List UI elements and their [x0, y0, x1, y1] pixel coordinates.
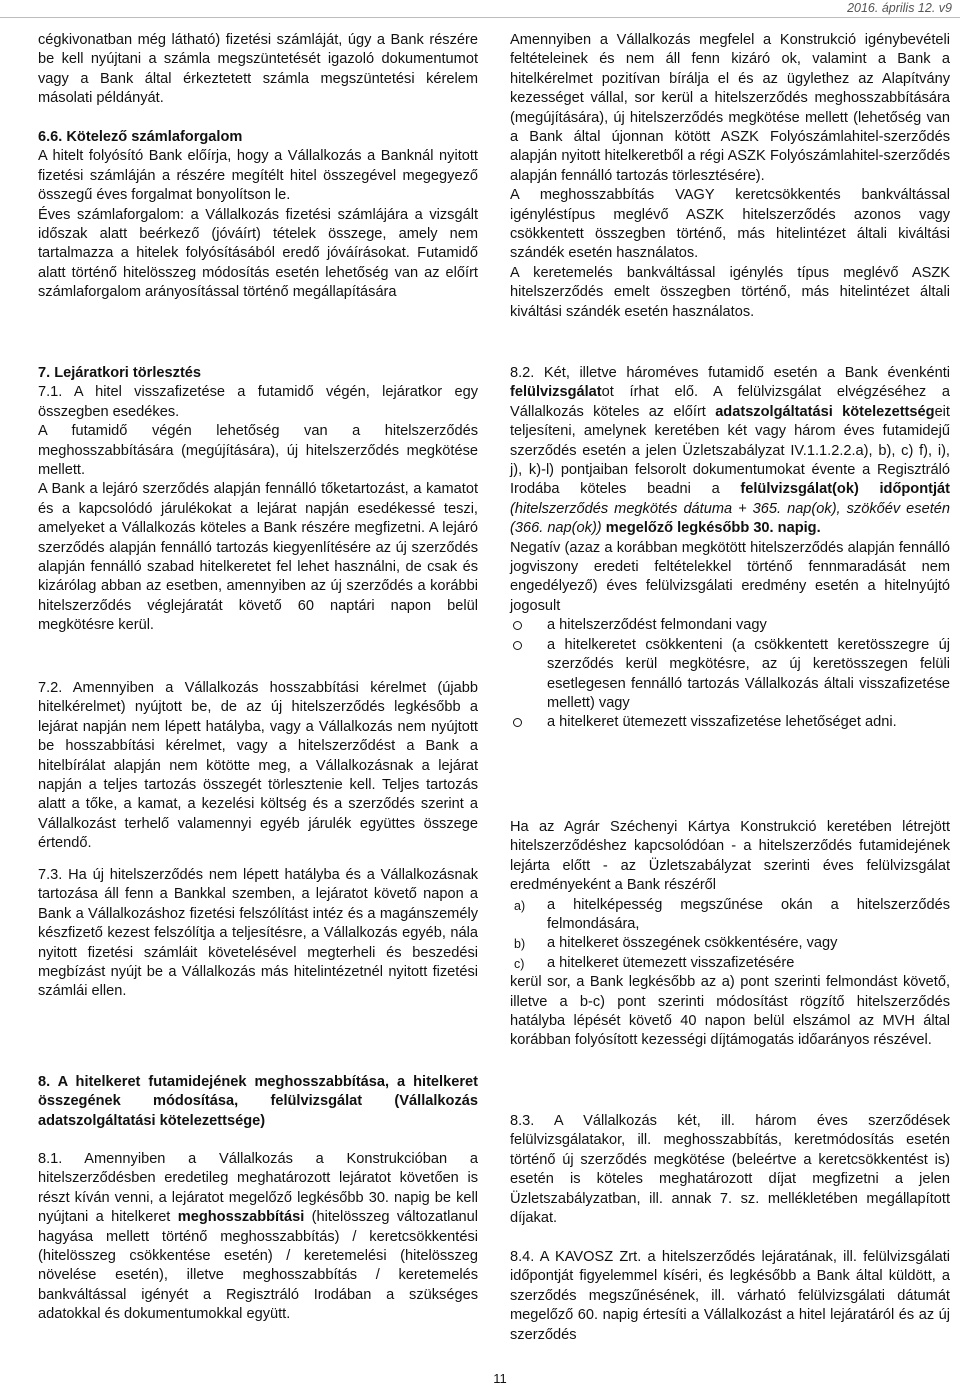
paragraph-intro: cégkivonatban még látható) fizetési számláját, úgy a Bank részére be kell nyújtani a számla megszüntetését igazoló dokumentumot vagy a Bank által érkeztetett számla megszüntetési kérelem másolati példányát. — [38, 32, 478, 107]
section-7 — [38, 364, 478, 636]
paragraph-8-1: 8.1. Amennyiben a Vállalkozás a Konstrukcióban a hitelszerződésben eredetileg meghatározott lejáratot követően is részt kíván venni, a lejáratot megelőző legkésőbb 30. napig be kell nyújtani a hitelkeret meghosszabbítási (hitelösszeg változatlanul hagyása mellett történő meghosszabbítás) / keretcsökkentési (hitelösszeg csökkentése esetén) / keretemelési (hitelösszeg növelése esetén), illetve meghosszabbítás / keretemelés bankváltással igényét a Regisztráló Irodában a szükséges adatokkal és dokumentumokkal együtt. — [38, 1151, 479, 1323]
list-item: a hitelszerződést felmondani vagy — [510, 616, 950, 635]
paragraph-right-3: A keretemelés bankváltással igénylés típus meglévő ASZK hitelszerződés emelt összegben történő, más hitelintézet általi kiváltási szándék esetén használatos. — [510, 264, 950, 320]
list-item: b) a hitelkeret összegének csökkentésére, vagy — [514, 935, 838, 952]
paragraph-right-2: A meghosszabbítás VAGY keretcsökkentés bankváltással igényléstípus meglévő ASZK hitelszerződés azonos vagy csökkentett összegben történő, más hitelintézet általi kiváltási szándék esetén használatos. — [510, 187, 950, 262]
lettered-list — [510, 896, 950, 974]
paragraph-7-3: 7.3. Ha új hitelszerződés nem lépett hatályba és a Vállalkozásnak tartozása áll fenn a Bankkal szemben, a lejáratot követő napon a Bank a Vállalkozáshoz fizetési felszólítást intéz és a magánszemély készfizető kezest felszólítja a teljesítésre, a Vállalkozás egyéb, nála nyitott fizetési számláit követelésével megterheli és beszedési megbízást nyújt be a Vállalkozás más hitelintézetnél nyitott fizetési számlái ellen. — [38, 867, 478, 1000]
paragraph-7-1-b: A futamidő végén lehetőség van a hitelszerződés meghosszabbítására (megújítására), új hitelszerződés megkötése mellett. — [38, 423, 478, 479]
paragraph-8-3: 8.3. A Vállalkozás két, ill. három éves szerződések felülvizsgálatakor, ill. meghosszabbítás, keretmódosítás esetén történő új szerződés megkötése (beleértve a keretcsökkentést is) esetén is köteles meghatározott díjat megfizetni a jelen Üzletszabályzatban, ill. annak 7. sz. mellékletében megállapított díjakat. — [510, 1113, 950, 1227]
paragraph-7-1: 7.1. A hitel visszafizetése a futamidő végén, lejáratkor egy összegben esedékes. — [38, 384, 478, 420]
paragraph-8-2: 8.2. Két, illetve hároméves futamidő esetén a Bank évenkénti felülvizsgálatot írhat elő. A felülvizsgálat elvégzéséhez a Vállalkozás köteles az előírt adatszolgáltatási kötelezettségeit teljesíteni, amelynek keretében két vagy három éves futamidejű szerződés esetén a jelen Üzletszabályzat IV.1.1.2.2.a), b), c) f), i), j), k)-l) pontjaiban felsorolt dokumentumokat évente a Regisztráló Irodába köteles beadni a felülvizsgálat(ok) időpontját (hitelszerződés megkötés dátuma + 365. nap(ok), szökőév esetén (366. nap(ok)) megelőző legkésőbb 30. napig. — [510, 365, 950, 537]
list-item: a hitelkeretet csökkenteni (a csökkentett keretösszegre új szerződés kerül megkötésre, az új keretösszegen felüli esetlegesen fennálló tartozás Vállalkozás általi visszafizetése mellett) vagy — [510, 636, 950, 714]
list-item: a hitelkeret ütemezett visszafizetése lehetőséget adni. — [510, 713, 950, 732]
heading-7: 7. Lejáratkori törlesztés — [38, 365, 202, 381]
paragraph-8-4: 8.4. A KAVOSZ Zrt. a hitelszerződés lejáratának, ill. felülvizsgálati időpontját figyelemmel kíséri, és legkésőbb a Bank által küldött, a szerződés megszűnésének, ill. várható felülvizsgálati dátumát megelőző 60. napig értesíti a Vállalkozást a hitel lejáratáról és az új szerződés — [510, 1249, 950, 1343]
options-list — [510, 616, 950, 732]
page-number: 11 — [493, 1371, 507, 1386]
section-szechenyi — [510, 818, 950, 1051]
heading-8: 8. A hitelkeret futamidejének meghosszabbítása, a hitelkeret összegének módosítása, felülvizsgálat (Vállalkozás adatszolgáltatási kötelezettsége) — [38, 1074, 478, 1129]
paragraph-7-1-c: A Bank a lejáró szerződés alapján fennálló tőketartozást, a kamatot és a kapcsolódó járulékokat a lejárat napján esedékessé teszi, amelyeket a Vállalkozás köteles a Bank részére megfizetni. A lejáró szerződés alapján fennálló tartozás kiegyenlítésére az új szerződés alapján fennálló szabad hitelkeretet fel lehet használni, de csak és kizárólag abban az esetben, amennyiben az új szerződés a korábbi hitelszerződés véglejáratát követő 60 naptári napon belül megkötésre kerül. — [38, 481, 478, 634]
section-6-6 — [38, 128, 478, 303]
paragraph-6-6-b: Éves számlaforgalom: a Vállalkozás fizetési számlájára a vizsgált időszak alatt beérkező (jóváírt) tételek összege, amely nem tartalmazza a hitelek folyósításából eredő jóváírásokat. Futamidő alatt történő hitelösszeg módosítás esetén lehetőség van az előírt számlaforgalom arányosítással történő megállapítására — [38, 206, 478, 301]
paragraph-szechenyi: Ha az Agrár Széchenyi Kártya Konstrukció keretében létrejött hitelszerződéshez kapcsolódóan - a hitelszerződés futamidejének lejárta előtt - az Üzletszabályzat szerinti éves felülvizsgálat eredményeként a Bank részéről — [510, 819, 950, 894]
section-right-top — [510, 31, 950, 322]
list-item: c) a hitelkeret ütemezett visszafizetésére — [514, 954, 795, 971]
paragraph-8-2-b: Negatív (azaz a korábban megkötött hitelszerződés alapján fennálló jogviszony eredeti feltételekkel történő fennmaradását nem engedélyező) éves felülvizsgálati eredmény esetén a hitelnyújtó jogosult — [510, 539, 950, 614]
heading-6-6: 6.6. Kötelező számlaforgalom — [38, 129, 243, 145]
paragraph-szechenyi-2: kerül sor, a Bank legkésőbb az a) pont szerinti felmondást követő, illetve a b-c) pont szerinti módosítást rögzítő hitelszerződés hatályba lépését követő 40 napon belül elszámol az MVH által korábban folyósított kezességi díjtámogatás időarányos részével. — [510, 974, 950, 1049]
header-divider — [0, 17, 960, 18]
header-date: 2016. április 12. v9 — [847, 1, 952, 15]
paragraph-7-2: 7.2. Amennyiben a Vállalkozás hosszabbítási kérelmet (újabb hitelkérelmet) nyújtott be, de az új hitelszerződés legkésőbb a lejárat napján nem lépett hatályba, vagy a Vállalkozás nem nyújtott be hosszabbítási kérelmet, vagy a hitelszerződést a Bank a hitelbírálat alapján nem kötötte meg, a Vállalkozásnak a lejárat napján a teljes tartozás összegét törlesztenie kell. Teljes tartozás alatt a tőke, a kamat, a kezelési költség és a szerződés szerint a Vállalkozást terhelő valamennyi egyéb járulék együttes összege értendő. — [38, 680, 478, 852]
paragraph-6-6-a: A hitelt folyósító Bank előírja, hogy a Vállalkozás a Banknál nyitott fizetési számláján a részére megítélt hitel összegével megegyező összegű éves forgalmat bonyolítson le. — [38, 148, 478, 204]
paragraph-right-1: Amennyiben a Vállalkozás megfelel a Konstrukció igénybevételi feltételeinek és nem áll fenn kizáró ok, valamint a Bank a hitelkérelmet pozitívan bírálja el és az ügylethez az Alapítvány kezességet vállal, sor kerül a hitelszerződés meghosszabbítására (megújítására), új hitelszerződés megkötése mellett (lehetőség van a Bank által újonnan kötött ASZK Folyószámlahitel-szerződés alapján nyitott hitelkeretből a régi ASZK Folyószámlahitel-szerződés alapján fennálló tartozás törlesztésére). — [510, 32, 950, 184]
section-8-2 — [510, 364, 950, 733]
list-item: a) a hitelképesség megszűnése okán a hitelszerződés felmondására, — [514, 896, 950, 933]
